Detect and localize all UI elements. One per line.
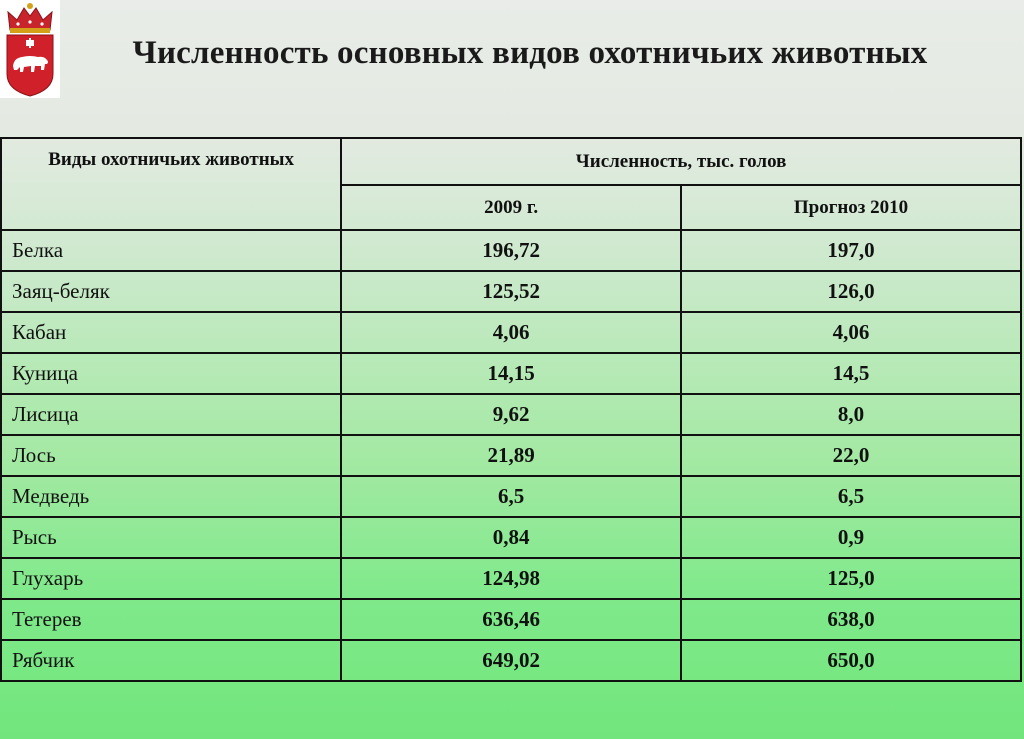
table-row [1, 353, 1021, 394]
page-title: Численность основных видов охотничьих животных [132, 35, 928, 71]
table-row [1, 312, 1021, 353]
coat-of-arms-emblem [0, 0, 60, 98]
value-2010-forecast: 14,5 [681, 353, 1021, 394]
table-row [1, 230, 1021, 271]
col-header-2009: 2009 г. [341, 185, 681, 230]
table-row [1, 394, 1021, 435]
species-name: Заяц-беляк [1, 271, 341, 312]
species-name: Глухарь [1, 558, 341, 599]
value-2010-forecast: 8,0 [681, 394, 1021, 435]
value-2009: 0,84 [341, 517, 681, 558]
col-header-2010: Прогноз 2010 [681, 185, 1021, 230]
species-name: Куница [1, 353, 341, 394]
species-name: Кабан [1, 312, 341, 353]
species-name: Медведь [1, 476, 341, 517]
table-row [1, 640, 1021, 681]
value-2009: 9,62 [341, 394, 681, 435]
species-name: Лось [1, 435, 341, 476]
table-row [1, 476, 1021, 517]
value-2010-forecast: 4,06 [681, 312, 1021, 353]
value-2009: 649,02 [341, 640, 681, 681]
value-2009: 21,89 [341, 435, 681, 476]
value-2010-forecast: 638,0 [681, 599, 1021, 640]
value-2009: 636,46 [341, 599, 681, 640]
value-2009: 4,06 [341, 312, 681, 353]
value-2009: 125,52 [341, 271, 681, 312]
hunting-animals-table [0, 137, 1022, 682]
species-name: Тетерев [1, 599, 341, 640]
table-row [1, 558, 1021, 599]
value-2010-forecast: 197,0 [681, 230, 1021, 271]
species-name: Белка [1, 230, 341, 271]
species-name: Рябчик [1, 640, 341, 681]
table-row [1, 517, 1021, 558]
species-name: Лисица [1, 394, 341, 435]
value-2010-forecast: 6,5 [681, 476, 1021, 517]
table-row [1, 599, 1021, 640]
col-header-species: Виды охотничьих животных [1, 138, 341, 230]
col-header-count: Численность, тыс. голов [341, 138, 1021, 185]
species-name: Рысь [1, 517, 341, 558]
value-2009: 14,15 [341, 353, 681, 394]
value-2010-forecast: 22,0 [681, 435, 1021, 476]
table-row [1, 435, 1021, 476]
table-row [1, 271, 1021, 312]
value-2010-forecast: 0,9 [681, 517, 1021, 558]
value-2009: 6,5 [341, 476, 681, 517]
value-2009: 196,72 [341, 230, 681, 271]
value-2009: 124,98 [341, 558, 681, 599]
value-2010-forecast: 126,0 [681, 271, 1021, 312]
value-2010-forecast: 650,0 [681, 640, 1021, 681]
value-2010-forecast: 125,0 [681, 558, 1021, 599]
